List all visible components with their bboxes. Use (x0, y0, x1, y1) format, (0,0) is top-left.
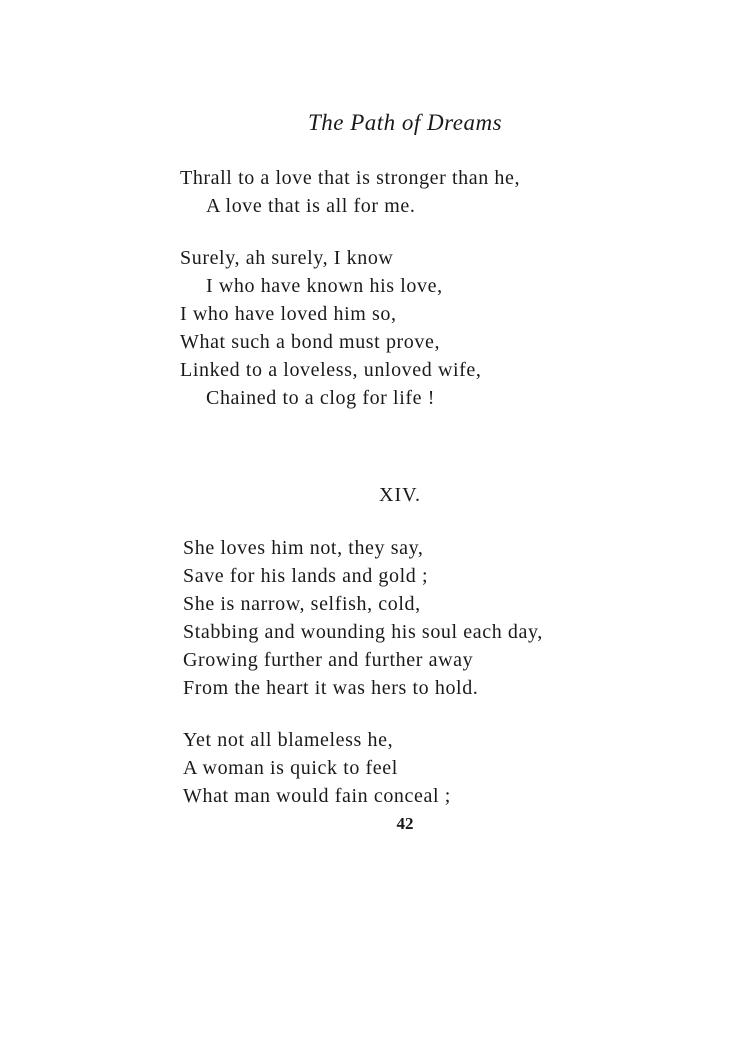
poem-line: A woman is quick to feel (183, 757, 398, 779)
poem-line: She is narrow, selfish, cold, (183, 593, 421, 615)
poem-line: Save for his lands and gold ; (183, 565, 429, 587)
poem-line: I who have known his love, (206, 275, 443, 297)
poem-line: A love that is all for me. (206, 195, 416, 217)
poem-line: Growing further and further away (183, 649, 474, 671)
poem-line: Surely, ah surely, I know (180, 247, 394, 269)
section-heading: XIV. (379, 484, 421, 506)
poem-line: Thrall to a love that is stronger than he, (180, 167, 521, 189)
poem-line: What man would fain conceal ; (183, 785, 451, 807)
running-title: The Path of Dreams (307, 110, 503, 135)
poem-line: Yet not all blameless he, (183, 729, 394, 751)
page-number: 42 (396, 814, 414, 833)
poem-line: From the heart it was hers to hold. (183, 677, 479, 699)
poem-line: Stabbing and wounding his soul each day, (183, 621, 543, 643)
poem-line: I who have loved him so, (180, 303, 397, 325)
poem-line: She loves him not, they say, (183, 537, 424, 559)
poem-line: Chained to a clog for life ! (206, 387, 435, 409)
poem-line: What such a bond must prove, (180, 331, 441, 353)
poem-line: Linked to a loveless, unloved wife, (180, 359, 482, 381)
